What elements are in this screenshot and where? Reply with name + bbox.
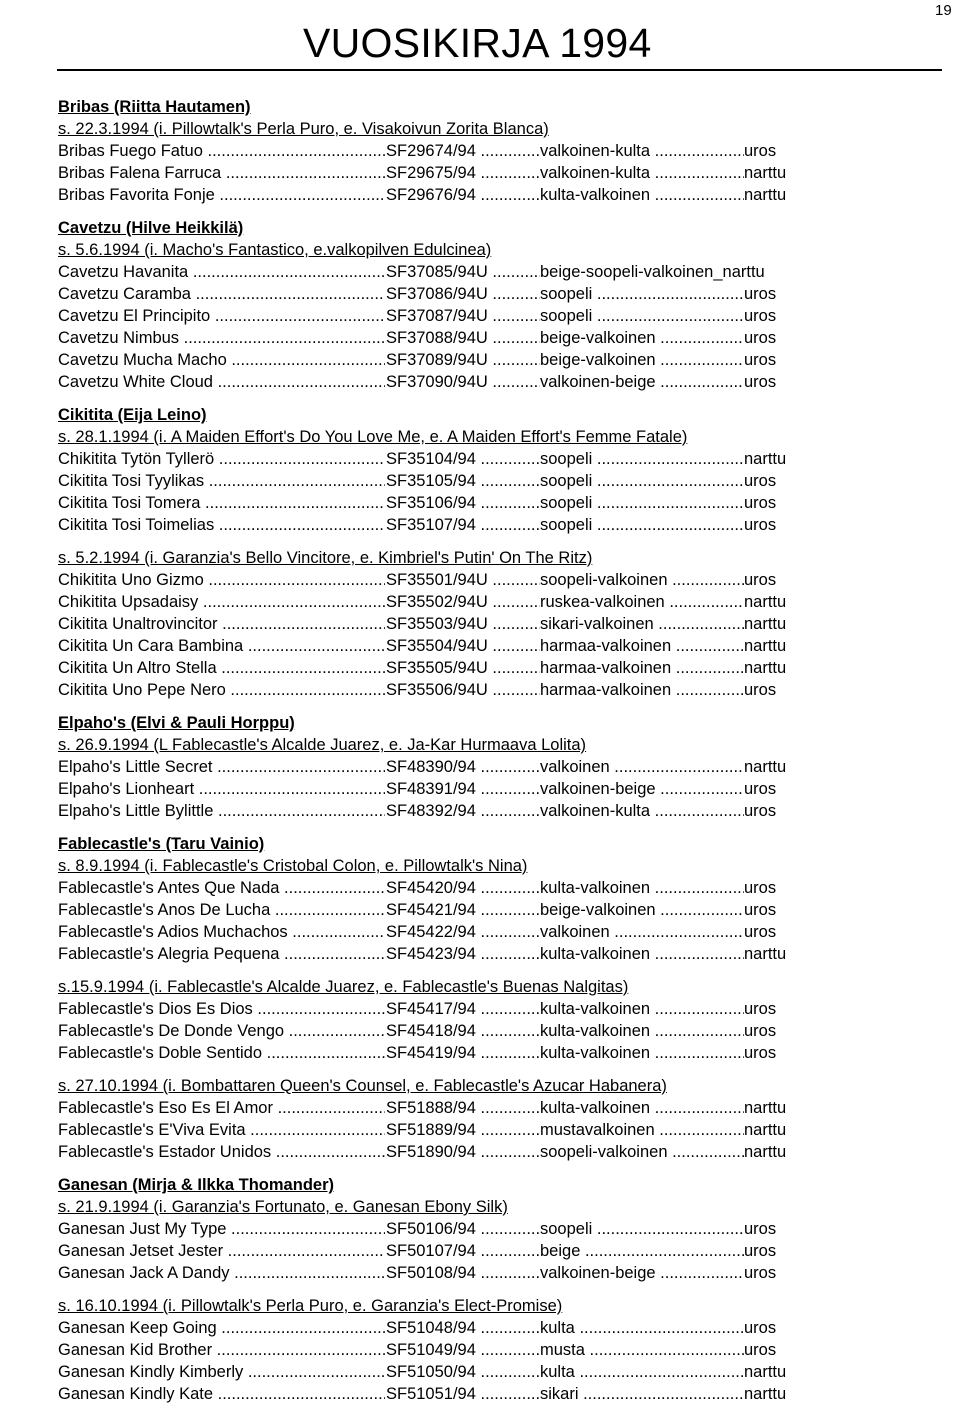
coat-color: soopeli-valkoinen ..... [540,1142,744,1162]
coat-color: valkoinen-kulta ..... [540,801,744,821]
dog-name: Chikitita Upsadaisy ..... [58,592,385,612]
sex: narttu [744,1099,787,1117]
dog-name: Elpaho's Little Bylittle ..... [58,801,385,821]
litter-parents: s. 16.10.1994 (i. Pillowtalk's Perla Puro, e. Garanzia's Elect-Promise) [58,1297,563,1315]
coat-color: kulta-valkoinen ..... [540,1043,744,1063]
sex: narttu [744,1143,787,1161]
registration-number: SF35506/94U ..... [386,680,540,700]
dog-name: Fablecastle's De Donde Vengo ..... [58,1021,385,1041]
sex: uros [744,494,777,512]
registration-number: SF48391/94 ..... [386,779,540,799]
sex: narttu [744,758,787,776]
dog-name: Bribas Fuego Fatuo ..... [58,141,385,161]
registration-number: SF35104/94 ..... [386,449,540,469]
coat-color: beige-soopeli-valkoinen_narttu [540,263,765,281]
sex: uros [744,351,777,369]
registration-number: SF51890/94 ..... [386,1142,540,1162]
dog-name: Cavetzu Mucha Macho ..... [58,350,385,370]
sex: uros [744,1242,777,1260]
coat-color: beige-valkoinen ..... [540,900,744,920]
sex: narttu [744,1363,787,1381]
registration-number: SF50106/94 ..... [386,1219,540,1239]
registration-number: SF51050/94 ..... [386,1362,540,1382]
litter-parents: s.15.9.1994 (i. Fablecastle's Alcalde Juarez, e. Fablecastle's Buenas Nalgitas) [58,978,629,996]
registration-number: SF45422/94 ..... [386,922,540,942]
registration-number: SF50108/94 ..... [386,1263,540,1283]
sex: uros [744,307,777,325]
sex: uros [744,1220,777,1238]
dog-name: Cikitita Tosi Tomera ..... [58,493,385,513]
sex: uros [744,1044,777,1062]
dog-name: Elpaho's Little Secret ..... [58,757,385,777]
litter-parents: s. 8.9.1994 (i. Fablecastle's Cristobal Colon, e. Pillowtalk's Nina) [58,857,528,875]
sex: narttu [744,450,787,468]
coat-color: kulta-valkoinen ..... [540,1021,744,1041]
dog-name: Bribas Favorita Fonje ..... [58,185,385,205]
dog-name: Ganesan Keep Going ..... [58,1318,385,1338]
registration-number: SF35107/94 ..... [386,515,540,535]
dog-name: Cikitita Un Cara Bambina ..... [58,636,385,656]
coat-color: mustavalkoinen ..... [540,1120,744,1140]
dog-name: Fablecastle's Dios Es Dios ..... [58,999,385,1019]
sex: uros [744,285,777,303]
coat-color: valkoinen-kulta ..... [540,163,744,183]
dog-name: Chikitita Uno Gizmo ..... [58,570,385,590]
dog-name: Fablecastle's Alegria Pequena ..... [58,944,385,964]
registration-number: SF45418/94 ..... [386,1021,540,1041]
litter-parents: s. 5.6.1994 (i. Macho's Fantastico, e.valkopilven Edulcinea) [58,241,492,259]
dog-name: Ganesan Just My Type ..... [58,1219,385,1239]
registration-number: SF50107/94 ..... [386,1241,540,1261]
dog-name: Cikitita Tosi Tyylikas ..... [58,471,385,491]
registration-number: SF35105/94 ..... [386,471,540,491]
sex: narttu [744,164,787,182]
registration-number: SF37087/94U ..... [386,306,540,326]
page-title: VUOSIKIRJA 1994 [303,20,652,66]
registration-number: SF37085/94U ..... [386,262,540,282]
dog-name: Elpaho's Lionheart ..... [58,779,385,799]
breeder-heading: Fablecastle's (Taru Vainio) [58,835,265,853]
coat-color: valkoinen ..... [540,757,744,777]
dog-name: Fablecastle's Estador Unidos ..... [58,1142,385,1162]
sex: uros [744,1341,777,1359]
sex: uros [744,472,777,490]
registration-number: SF37088/94U ..... [386,328,540,348]
sex: uros [744,780,777,798]
coat-color: ruskea-valkoinen ..... [540,592,744,612]
sex: uros [744,901,777,919]
sex: uros [744,1000,777,1018]
sex: uros [744,923,777,941]
litter-parents: s. 28.1.1994 (i. A Maiden Effort's Do You Love Me, e. A Maiden Effort's Femme Fatale) [58,428,688,446]
breeder-heading: Elpaho's (Elvi & Pauli Horppu) [58,714,295,732]
coat-color: kulta-valkoinen ..... [540,1098,744,1118]
sex: uros [744,681,777,699]
coat-color: kulta-valkoinen ..... [540,185,744,205]
registration-number: SF51889/94 ..... [386,1120,540,1140]
registration-number: SF48392/94 ..... [386,801,540,821]
sex: uros [744,802,777,820]
coat-color: kulta ..... [540,1318,744,1338]
dog-name: Ganesan Kindly Kate ..... [58,1384,385,1404]
registration-number: SF37089/94U ..... [386,350,540,370]
sex: uros [744,1319,777,1337]
coat-color: valkoinen-beige ..... [540,372,744,392]
dog-name: Ganesan Kid Brother ..... [58,1340,385,1360]
breeder-heading: Cikitita (Eija Leino) [58,406,207,424]
coat-color: soopeli ..... [540,306,744,326]
coat-color: sikari ..... [540,1384,744,1404]
sex: narttu [744,593,787,611]
sex: narttu [744,659,787,677]
registration-number: SF29675/94 ..... [386,163,540,183]
registration-number: SF45420/94 ..... [386,878,540,898]
registration-number: SF51888/94 ..... [386,1098,540,1118]
registration-number: SF45417/94 ..... [386,999,540,1019]
coat-color: valkoinen-kulta ..... [540,141,744,161]
coat-color: soopeli ..... [540,1219,744,1239]
registration-number: SF35106/94 ..... [386,493,540,513]
registration-number: SF51051/94 ..... [386,1384,540,1404]
coat-color: beige-valkoinen ..... [540,328,744,348]
breeder-heading: Bribas (Riitta Hautamen) [58,98,251,116]
registration-number: SF35502/94U ..... [386,592,540,612]
sex: narttu [744,1121,787,1139]
sex: uros [744,516,777,534]
dog-name: Fablecastle's Anos De Lucha ..... [58,900,385,920]
registration-number: SF29674/94 ..... [386,141,540,161]
litter-parents: s. 21.9.1994 (i. Garanzia's Fortunato, e. Ganesan Ebony Silk) [58,1198,508,1216]
coat-color: valkoinen-beige ..... [540,1263,744,1283]
sex: uros [744,329,777,347]
dog-name: Fablecastle's Doble Sentido ..... [58,1043,385,1063]
coat-color: soopeli-valkoinen ..... [540,570,744,590]
registration-number: SF45419/94 ..... [386,1043,540,1063]
coat-color: sikari-valkoinen ..... [540,614,744,634]
dog-name: Fablecastle's Adios Muchachos ..... [58,922,385,942]
dog-name: Fablecastle's E'Viva Evita ..... [58,1120,385,1140]
sex: uros [744,373,777,391]
sex: uros [744,142,777,160]
coat-color: beige-valkoinen ..... [540,350,744,370]
coat-color: beige ..... [540,1241,744,1261]
dog-name: Cavetzu White Cloud ..... [58,372,385,392]
litter-parents: s. 5.2.1994 (i. Garanzia's Bello Vincitore, e. Kimbriel's Putin' On The Ritz) [58,549,593,567]
sex: narttu [744,637,787,655]
coat-color: soopeli ..... [540,449,744,469]
coat-color: kulta-valkoinen ..... [540,878,744,898]
sex: uros [744,571,777,589]
coat-color: soopeli ..... [540,515,744,535]
breeder-heading: Cavetzu (Hilve Heikkilä) [58,219,244,237]
registration-number: SF48390/94 ..... [386,757,540,777]
coat-color: harmaa-valkoinen ..... [540,636,744,656]
coat-color: kulta-valkoinen ..... [540,944,744,964]
dog-name: Cikitita Uno Pepe Nero ..... [58,680,385,700]
breeder-heading: Ganesan (Mirja & Ilkka Thomander) [58,1176,334,1194]
dog-name: Chikitita Tytön Tyllerö ..... [58,449,385,469]
sex: uros [744,1022,777,1040]
dog-name: Fablecastle's Antes Que Nada ..... [58,878,385,898]
dog-name: Cavetzu Caramba ..... [58,284,385,304]
dog-name: Bribas Falena Farruca ..... [58,163,385,183]
dog-name: Cikitita Unaltrovincitor ..... [58,614,385,634]
dog-name: Cavetzu Nimbus ..... [58,328,385,348]
registration-number: SF35505/94U ..... [386,658,540,678]
litter-parents: s. 22.3.1994 (i. Pillowtalk's Perla Puro, e. Visakoivun Zorita Blanca) [58,120,549,138]
registration-number: SF29676/94 ..... [386,185,540,205]
litter-parents: s. 27.10.1994 (i. Bombattaren Queen's Counsel, e. Fablecastle's Azucar Habanera) [58,1077,667,1095]
sex: uros [744,879,777,897]
sex: uros [744,1264,777,1282]
coat-color: valkoinen ..... [540,922,744,942]
sex: narttu [744,615,787,633]
registration-number: SF37086/94U ..... [386,284,540,304]
registration-number: SF35504/94U ..... [386,636,540,656]
coat-color: soopeli ..... [540,471,744,491]
sex: narttu [744,945,787,963]
coat-color: musta ..... [540,1340,744,1360]
registration-number: SF35501/94U ..... [386,570,540,590]
registration-number: SF35503/94U ..... [386,614,540,634]
dog-name: Cikitita Tosi Toimelias ..... [58,515,385,535]
coat-color: kulta-valkoinen ..... [540,999,744,1019]
registration-number: SF37090/94U ..... [386,372,540,392]
coat-color: valkoinen-beige ..... [540,779,744,799]
litter-parents: s. 26.9.1994 (L Fablecastle's Alcalde Juarez, e. Ja-Kar Hurmaava Lolita) [58,736,587,754]
sex: narttu [744,186,787,204]
coat-color: harmaa-valkoinen ..... [540,658,744,678]
registration-number: SF45421/94 ..... [386,900,540,920]
dog-name: Ganesan Jack A Dandy ..... [58,1263,385,1283]
registration-number: SF45423/94 ..... [386,944,540,964]
header-rule [57,69,942,71]
sex: narttu [744,1385,787,1403]
registration-number: SF51048/94 ..... [386,1318,540,1338]
dog-name: Ganesan Kindly Kimberly ..... [58,1362,385,1382]
coat-color: harmaa-valkoinen ..... [540,680,744,700]
dog-name: Fablecastle's Eso Es El Amor ..... [58,1098,385,1118]
dog-name: Cikitita Un Altro Stella ..... [58,658,385,678]
registration-number: SF51049/94 ..... [386,1340,540,1360]
coat-color: kulta ..... [540,1362,744,1382]
dog-name: Cavetzu Havanita ..... [58,262,385,282]
dog-name: Cavetzu El Principito ..... [58,306,385,326]
page-number: 19 [935,2,952,19]
coat-color: soopeli ..... [540,284,744,304]
coat-color: soopeli ..... [540,493,744,513]
dog-name: Ganesan Jetset Jester ..... [58,1241,385,1261]
